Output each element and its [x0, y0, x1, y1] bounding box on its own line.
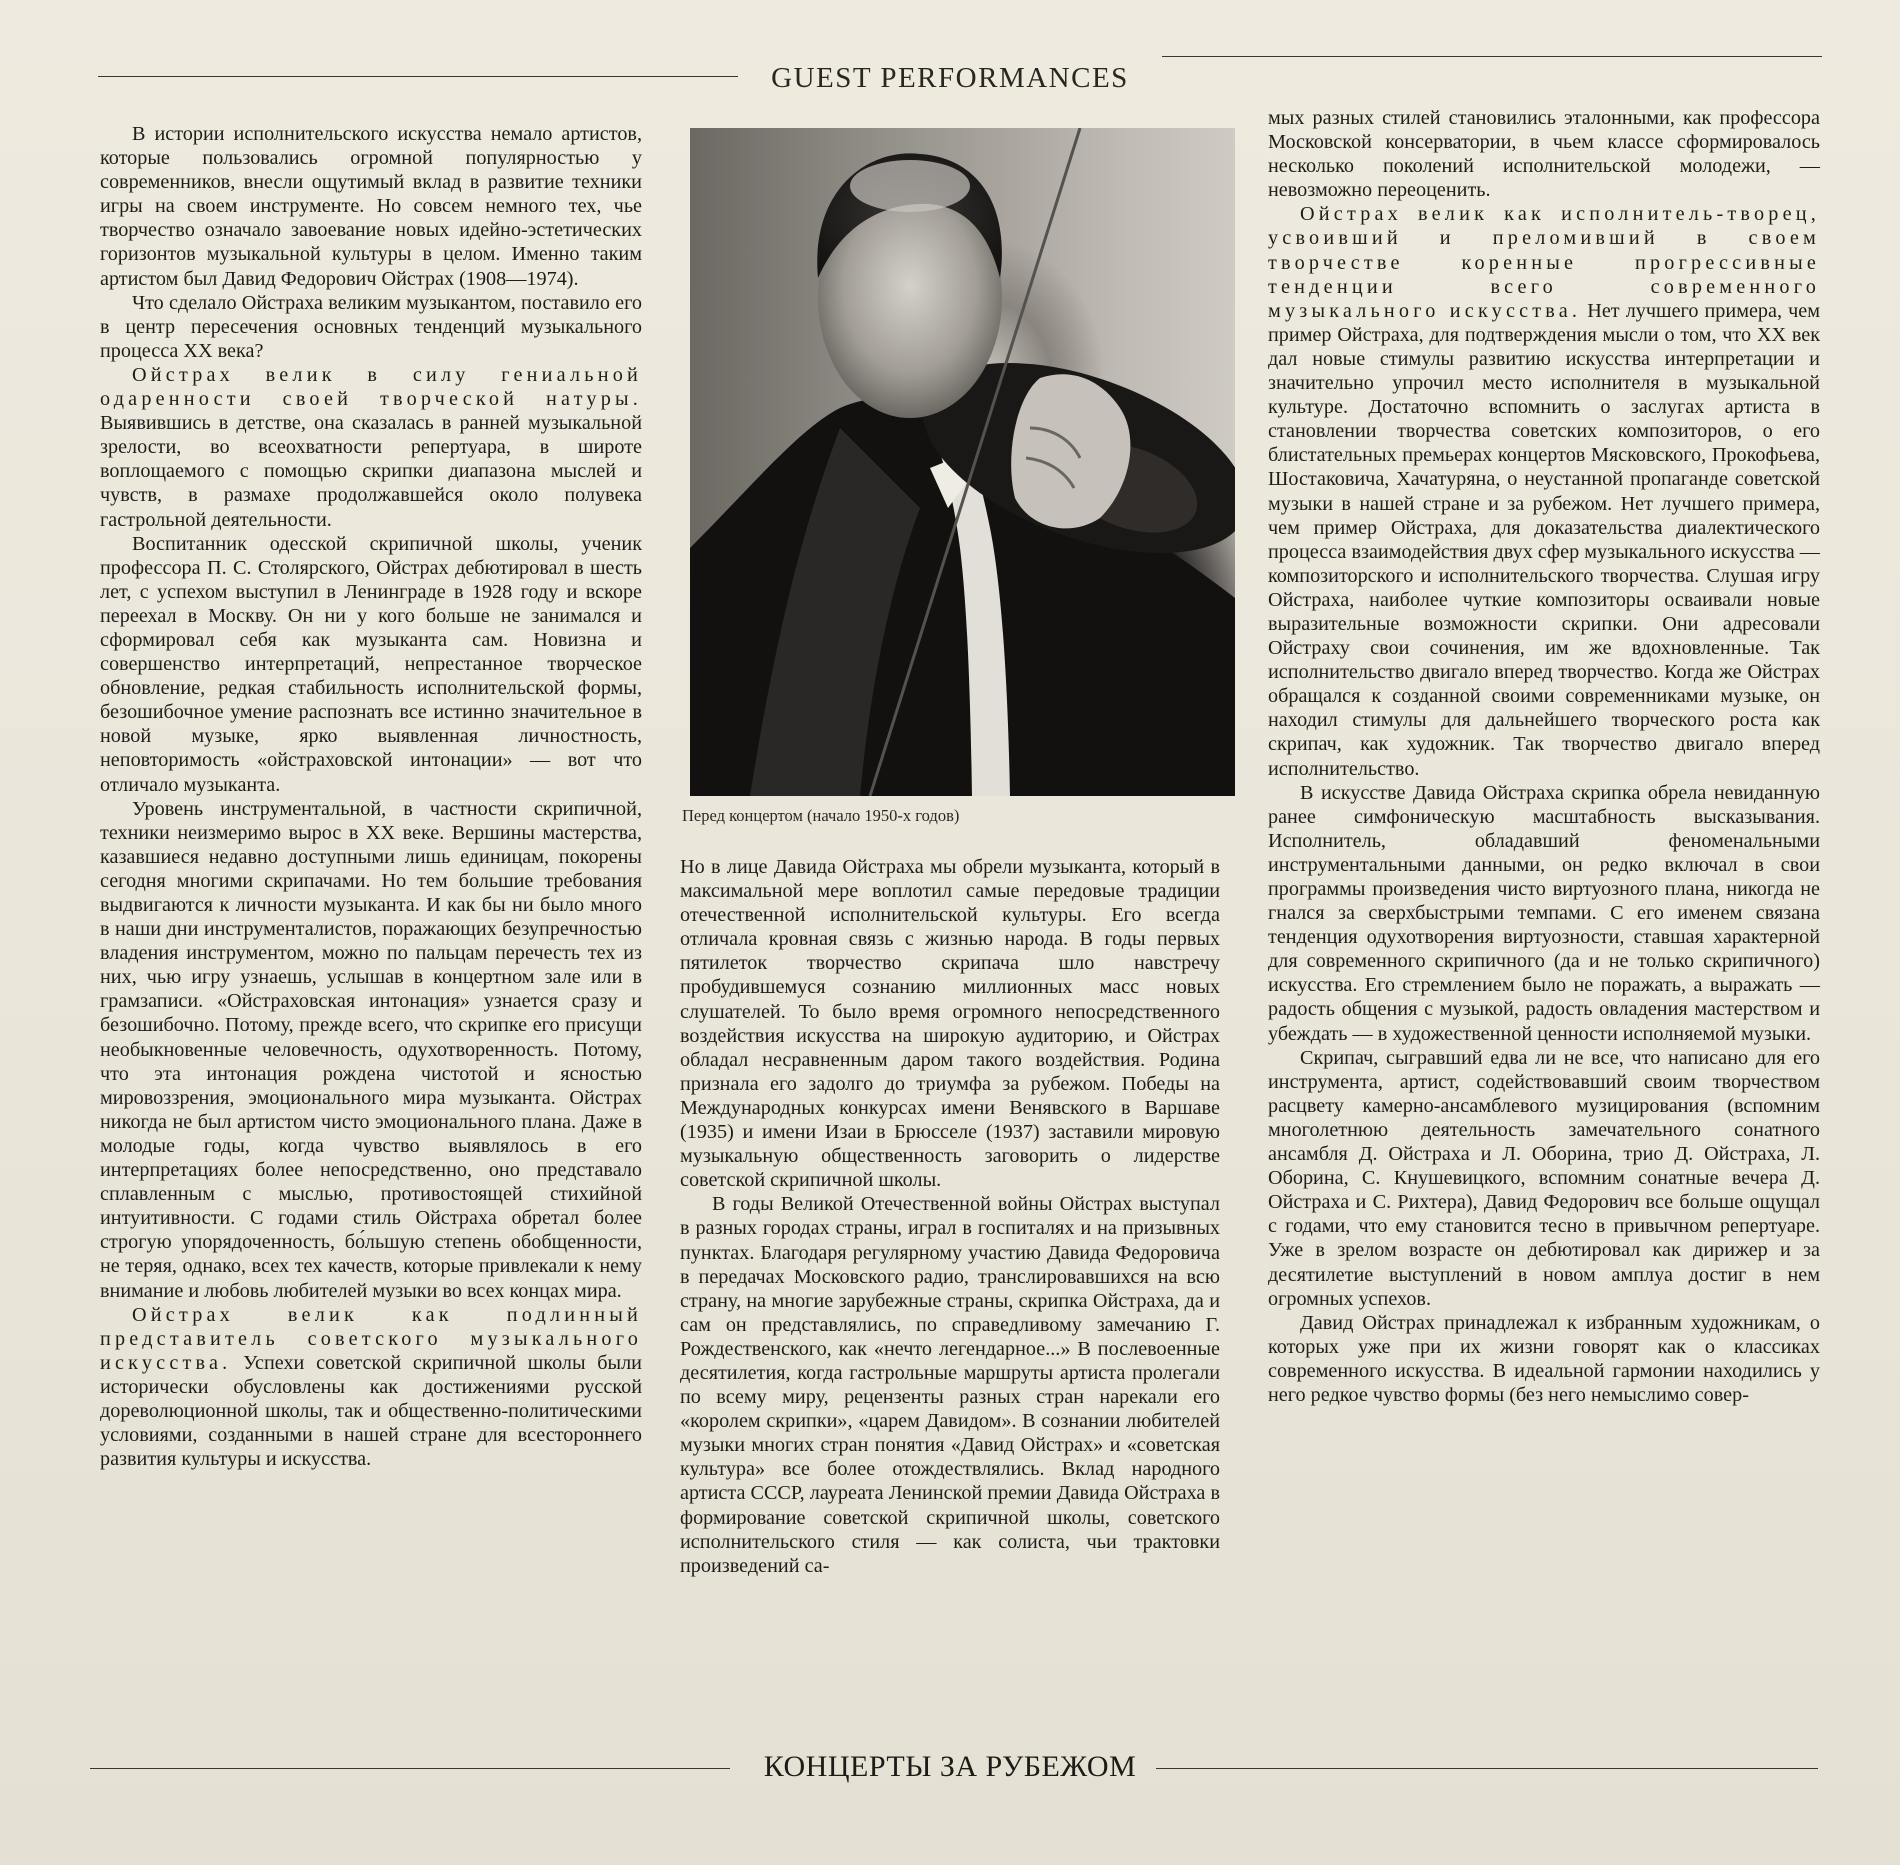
paragraph: Но в лице Давида Ойстраха мы обрели музыканта, который в максимальной мере воплотил самые передовые традиции отечественной исполнительской культуры. Его всегда отличала кровная связь с жизнью народа. В годы первых пятилеток творчество скрипача шло навстречу пробудившемуся сознанию миллионных масс новых слушателей. То было время огромного непосредственного воздействия искусства на широкую аудиторию, и Ойстрах обладал несравненным даром такого воздействия. Родина признала его задолго до триумфа за рубежом. Победы на Международных конкурсах имени Венявского в Варшаве (1935) и имени Изаи в Брюсселе (1937) заставили мировую музыкальную общественность заговорить о лидерстве советской скрипичной школы. [680, 856, 1220, 1192]
paragraph-text: Успехи советской скрипичной школы были исторически обусловлены как достижениями русской дореволюционной школы, так и общественно-политическими условиями, созданными в нашей стране для всестороннего развития культуры и искусства. [100, 1351, 642, 1471]
paragraph: Воспитанник одесской скрипичной школы, ученик профессора П. С. Столярского, Ойстрах дебютировал в шесть лет, с успехом выступил в Ленинграде в 1928 году и вскоре переехал в Москву. Он ни у кого больше не занимался и сформировал себя как музыканта сам. Новизна и совершенство интерпретаций, непрестанное творческое обновление, редкая стабильность исполнительской формы, безошибочное умение распознать все истинно значительное в новой музыке, ярко выявленная личностность, неповторимость «ойстраховской интонации» — вот что отличало музыканта. [100, 532, 642, 796]
spaced-emphasis: Ойстрах велик как исполнитель-творец, усвоивший и преломивший в своем творчестве коренные прогрессивные тенденции всего современного музыкального искусства. [1268, 203, 1820, 322]
paragraph: Скрипач, сыгравший едва ли не все, что написано для его инструмента, артист, содействовавший своим творчеством расцвету камерно-ансамблевого музицирования (вспомним многолетнюю деятельность замечательного сонатного ансамбля Д. Ойстраха и Л. Оборина, трио Д. Ойстраха, Л. Оборина, С. Кнушевицкого, вспомним сонатные вечера Д. Ойстраха и С. Рихтера), Давид Федорович все больше ощущал с годами, что ему становится тесно в привычном репертуаре. Уже в зрелом возрасте он дебютировал как дирижер и за десятилетие выступлений в новом амплуа достиг в нем огромных успехов. [1268, 1046, 1820, 1310]
photo-caption: Перед концертом (начало 1950-х годов) [682, 806, 960, 825]
paragraph: Уровень инструментальной, в частности скрипичной, техники неизмеримо вырос в XX веке. Вершины мастерства, казавшиеся недавно доступными лишь единицам, покорены сегодня многими скрипачами. Но тем большие требования выдвигаются к личности музыканта. И как бы ни было много в наши дни инструменталистов, поражающих безупречностью владения инструментом, можно по пальцам перечесть тех из них, чью игру узнаешь, услышав в концертном зале или в грамзаписи. «Ойстраховская интонация» узнается сразу и безошибочно. Потому, прежде всего, что скрипке его присущи необыкновенные человечность, одухотворенность. Потому, что эта интонация рождена чистотой и ясностью мировоззрения, эмоционального мира музыканта. Ойстрах никогда не был артистом чисто эмоционального плана. Даже в молодые годы, когда чувство выявлялось в его интерпретациях более непосредственно, оно представало сплавленным с мыслью, противостоящей стихийной интуитивности. С годами стиль Ойстраха обретал более строгую упорядоченность, бо́льшую степень обобщенности, не теряя, однако, всех тех качеств, которые привлекали к нему внимание и любовь любителей музыки во всех концах мира. [100, 797, 642, 1302]
footer-rule-left [90, 1768, 730, 1769]
header-rule-right [1162, 56, 1822, 57]
spaced-emphasis: Ойстрах велик как подлинный представитель советского музыкального искусства. [100, 1303, 642, 1374]
paragraph [100, 1303, 642, 1472]
paragraph: В искусстве Давида Ойстраха скрипка обрела невиданную ранее симфоническую масштабность высказывания. Исполнитель, обладавший феноменальными инструментальными данными, он редко включал в свои программы произведения чисто виртуозного плана, никогда не гнался за сверхбыстрыми темпами. С его именем связана тенденция одухотворения виртуозности, ставшая характерной для современного скрипичного (да и не только скрипичного) искусства. Его стремлением было не поражать, а выражать — радость общения с музыкой, радость овладения мастерством и убеждать — в художественной ценности исполняемой музыки. [1268, 781, 1820, 1045]
paragraph: В истории исполнительского искусства немало артистов, которые пользовались огромной популярностью у современников, внесли ощутимый вклад в развитие техники игры на своем инструменте. Но совсем немного тех, чье творчество означало завоевание новых идейно-эстетических горизонтов музыкальной культуры в целом. Именно таким артистом был Давид Федорович Ойстрах (1908—1974). [100, 123, 642, 290]
text-column-3 [1268, 106, 1820, 1746]
paragraph-text: Выявившись в детстве, она сказалась в ранней музыкальной зрелости, во всеохватности репертуара, в широте воплощаемого с помощью скрипки диапазона мыслей и чувств, в размахе продолжавшейся около полувека гастрольной деятельности. [100, 412, 642, 531]
footer-rule-right [1156, 1768, 1818, 1769]
paragraph: В годы Великой Отечественной войны Ойстрах выступал в разных городах страны, играл в госпиталях и на призывных пунктах. Благодаря регулярному участию Давида Федоровича в передачах Московского радио, транслировавшихся на всю страну, на многие зарубежные страны, скрипка Ойстраха, да и сам он представлялись, по справедливому замечанию Г. Рождественского, как «нечто легендарное...» В послевоенные десятилетия, когда гастрольные маршруты артиста пролегали по всему миру, рецензенты разных стран нарекали его «королем скрипки», «царем Давидом». В сознании любителей музыки многих стран понятия «Давид Ойстрах» и «советская культура» все более отождествлялись. Вклад народного артиста СССР, лауреата Ленинской премии Давида Ойстраха в формирование советской скрипичной школы, советского исполнительского стиля — как солиста, чьи трактовки произведений са- [680, 1193, 1220, 1577]
footer-title: КОНЦЕРТЫ ЗА РУБЕЖОМ [763, 1750, 1137, 1783]
header-rule-left [98, 76, 738, 77]
header-title: GUEST PERFORMANCES [771, 62, 1129, 94]
violinist-photo [690, 128, 1235, 796]
text-column-1 [100, 122, 642, 1742]
paragraph: Давид Ойстрах принадлежал к избранным художникам, о которых уже при их жизни говорят как о классиках современного искусства. В идеальной гармонии находились у него редкое чувство формы (без него немыслимо совер- [1268, 1311, 1820, 1406]
paragraph [1268, 202, 1820, 780]
paragraph-text: Нет лучшего примера, чем пример Ойстраха, для подтверждения мысли о том, что XX век дал новые стимулы развитию искусства интерпретации и значительно упрочил место исполнителя в музыкальной культуре. Достаточно вспомнить о заслугах артиста в становлении творчества советских композиторов, о его блистательных премьерах концертов Мясковского, Прокофьева, Шостаковича, Хачатуряна, о неустанной пропаганде советской музыки в нашей стране и за рубежом. Нет лучшего примера, чем пример Ойстраха, для доказательства диалектического процесса взаимодействия двух сфер музыкального искусства — композиторского и исполнительского творчества. Слушая игру Ойстраха, наиболее чуткие композиторы осваивали новые выразительные возможности скрипки. Они адресовали Ойстраху свои сочинения, им же вдохновленные. Так исполнительство двигало вперед творчество. Когда же Ойстрах обращался к созданной своими современниками музыке, он находил стимулы для дальнейшего творческого роста как скрипач, как художник. Так творчество двигало вперед исполнительство. [1268, 299, 1821, 780]
text-column-2 [680, 855, 1220, 1745]
paragraph: Что сделало Ойстраха великим музыкантом, поставило его в центр пересечения основных тенденций музыкального процесса XX века? [100, 291, 642, 362]
paragraph [100, 363, 642, 532]
photo-illustration [690, 128, 1235, 796]
spaced-emphasis: Ойстрах велик в силу гениальной одаренности своей творческой натуры. [100, 363, 642, 411]
paragraph: мых разных стилей становились эталонными, как профессора Московской консерватории, в чьем классе сформировалось несколько поколений исполнительской молодежи, — невозможно переоценить. [1268, 107, 1820, 202]
